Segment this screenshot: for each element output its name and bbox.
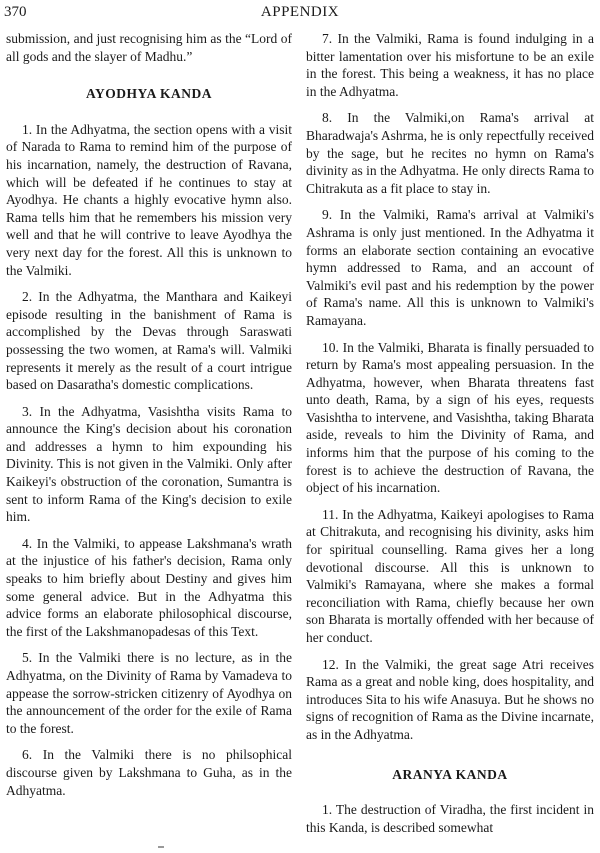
paragraph-10: 10. In the Valmiki, Bharata is finally persuaded to return by Rama's most appealing persuasion. In the Adhyatma, however, when Bharata threatens fast unto death, Rama, by a sign of his eyes, requests Vasishtha to intervene, and Vasishtha, taking Bharata aside, reveals to him the Divinity of Rama, and informs him that the purpose of his coming to the forest is to achieve the destruction of Ravana, the object of his incarnation. [306,339,594,496]
right-column [306,30,594,845]
section-heading-ayodhya: AYODHYA KANDA [86,86,212,102]
intro-paragraph: submission, and just recognising him as the “Lord of all gods and the slayer of Madhu.” [6,31,292,64]
page-header [0,4,600,26]
paragraph-12: 12. In the Valmiki, the great sage Atri receives Rama as a great and noble king, does hospitality, and introduces Sita to his wife Anasuya. But he shows no signs of recognition of Rama as the Divine incarnate, as in the Adhyatma. [306,656,594,742]
print-mark [158,846,164,848]
section-heading-aranya: ARANYA KANDA [392,766,508,782]
paragraph-9: 9. In the Valmiki, Rama's arrival at Valmiki's Ashrama is only just mentioned. In the Adhyatma it forms an elaborate section containing an evocative hymn addressed to Rama, and an account of Valmiki's evil past and his redemption by the power of Rama's name. All this is unknown to Valmiki's Ramayana. [306,207,594,328]
left-column [6,30,292,808]
paragraph-11: 11. In the Adhyatma, Kaikeyi apologises to Rama at Chitrakuta, and recognising his divinity, asks him for spiritual counselling. Rama gives her a long devotional discourse. All this is unknown to Valmiki's Ramayana, where she makes a formal reconciliation with Rama, chiefly because her own son Bharata is mortally offended with her because of her conduct. [306,506,594,645]
paragraph-7: 7. In the Valmiki, Rama is found indulging in a bitter lamentation over his misfortune to be an exile in the forest. This being a weakness, it has no place in the Adhyatma. [306,31,594,99]
paragraph-4: 4. In the Valmiki, to appease Lakshmana's wrath at the injustice of his father's decision, Rama only speaks to him briefly about Destiny and gives him some general advice. But in the Adhyatma this advice forms an elaborate philosophical discourse, the first of the Lakshmanopadesas of this Text. [6,535,292,639]
paragraph-aranya-1: 1. The destruction of Viradha, the first incident in this Kanda, is described somewhat [306,802,594,835]
paragraph-8: 8. In the Valmiki,on Rama's arrival at Bharadwaja's Ashrma, he is only repectfully received by the sage, but he recites no hymn on Rama's divinity as in the Adhyatma. He only directs Rama to Chitrakuta as a fit place to stay in. [306,110,594,196]
paragraph-1: 1. In the Adhyatma, the section opens with a visit of Narada to Rama to remind him of the purpose of his incarnation, namely, the destruction of Ravana, which will be defeated if he continues to stay at Ayodhya. He chants a highly evocative hymn also. Rama tells him that he remembers his mission very well and that he will contrive to leave Ayodhya the very next day for the forest. All this is unknown to the Valmiki. [6,121,292,278]
page-number: 370 [4,4,27,20]
paragraph-2: 2. In the Adhyatma, the Manthara and Kaikeyi episode resulting in the banishment of Rama is accomplished by the Devas through Saraswati possessing the two women, at Rama's will. Valmiki represents it merely as the result of a court intrigue based on Dasaratha's domestic complications. [6,289,292,393]
paragraph-6: 6. In the Valmiki there is no philsophical discourse given by Lakshmana to Guha, as in the Adhyatma. [6,747,292,798]
paragraph-5: 5. In the Valmiki there is no lecture, as in the Adhyatma, on the Divinity of Rama by Vamadeva to appease the sorrow-stricken citizenry of Ayodhya on the announcement of the order for the exile of Rama to the forest. [6,650,292,736]
paragraph-3: 3. In the Adhyatma, Vasishtha visits Rama to announce the King's decision about his coronation and addresses a hymn to him expounding his Divinity. This is not given in the Valmiki. Only after Kaikeyi's obstruction of the coronation, Sumantra is sent to inform Rama of the King's decision to exile him. [6,403,292,525]
running-title: APPENDIX [260,4,340,20]
